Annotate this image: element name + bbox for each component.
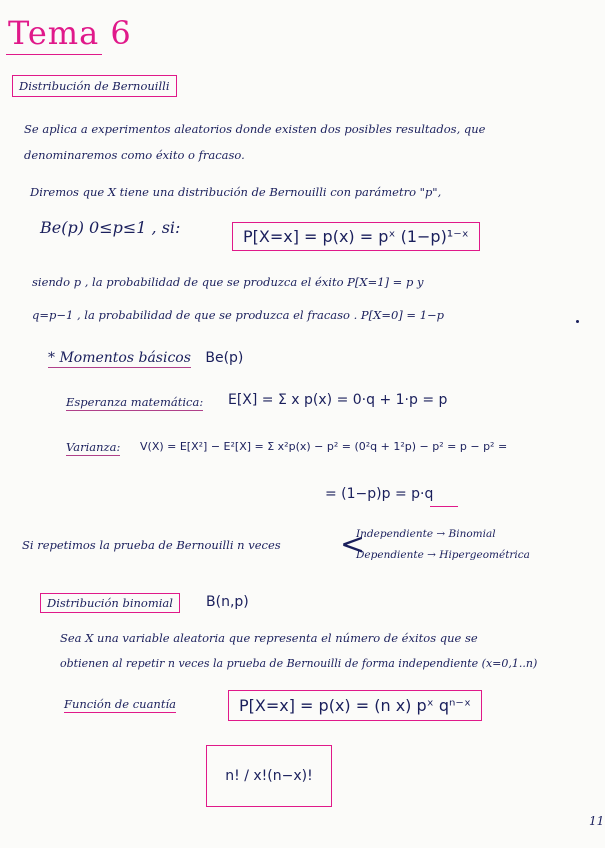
intro-line-1: Se aplica a experimentos aleatorios donde existen dos posibles resultados, que <box>24 122 486 136</box>
pq-underline <box>430 506 458 507</box>
title-underline <box>6 54 102 55</box>
varianza-line-2: = (1−p)p = p·q <box>325 486 434 502</box>
section-heading-binomial: Distribución binomial <box>40 593 180 613</box>
binomial-pmf-box: P[X=x] = p(x) = (n x) pˣ qⁿ⁻ˣ <box>228 690 482 721</box>
section-heading-bernouilli: Distribución de Bernouilli <box>12 75 177 97</box>
definition-line: Diremos que X tiene una distribución de Bernouilli con parámetro "p", <box>30 185 442 199</box>
binomial-text-2: obtienen al repetir n veces la prueba de Bernouilli de forma independiente (x=0,1..n) <box>60 657 538 670</box>
branch-independiente: Independiente → Binomial <box>356 528 496 540</box>
page-title: Tema 6 <box>8 14 132 52</box>
intro-line-2: denominaremos como éxito o fracaso. <box>24 148 245 162</box>
varianza-formula: V(X) = E[X²] − E²[X] = Σ x²p(x) − p² = (0²q + 1²p) − p² = p − p² = <box>140 440 508 453</box>
branch-dependiente: Dependiente → Hipergeométrica <box>356 549 530 561</box>
page-number: 11 <box>589 814 605 828</box>
brace-icon: < <box>340 527 366 562</box>
siendo-line-2: q=p−1 , la probabilidad de que se produzca el fracaso . P[X=0] = 1−p <box>32 308 445 322</box>
repeat-line: Si repetimos la prueba de Bernouilli n veces <box>22 538 281 552</box>
binomial-notation: B(n,p) <box>206 594 249 610</box>
binomial-coefficient-box: n! / x!(n−x)! <box>206 745 332 807</box>
esperanza-label: Esperanza matemática: <box>66 395 204 409</box>
siendo-line-1: siendo p , la probabilidad de que se produzca el éxito P[X=1] = p y <box>32 275 424 289</box>
varianza-label: Varianza: <box>66 440 121 454</box>
cuantia-label: Función de cuantía <box>64 697 176 711</box>
esperanza-formula: E[X] = Σ x p(x) = 0·q + 1·p = p <box>228 392 448 408</box>
moments-heading: * Momentos básicos Be(p) <box>48 350 244 366</box>
dot-mark <box>576 320 579 323</box>
binomial-text-1: Sea X una variable aleatoria que representa el número de éxitos que se <box>60 631 478 645</box>
be-label: Be(p) 0≤p≤1 , si: <box>40 218 181 237</box>
bernouilli-pmf-box: P[X=x] = p(x) = pˣ (1−p)¹⁻ˣ <box>232 222 480 251</box>
